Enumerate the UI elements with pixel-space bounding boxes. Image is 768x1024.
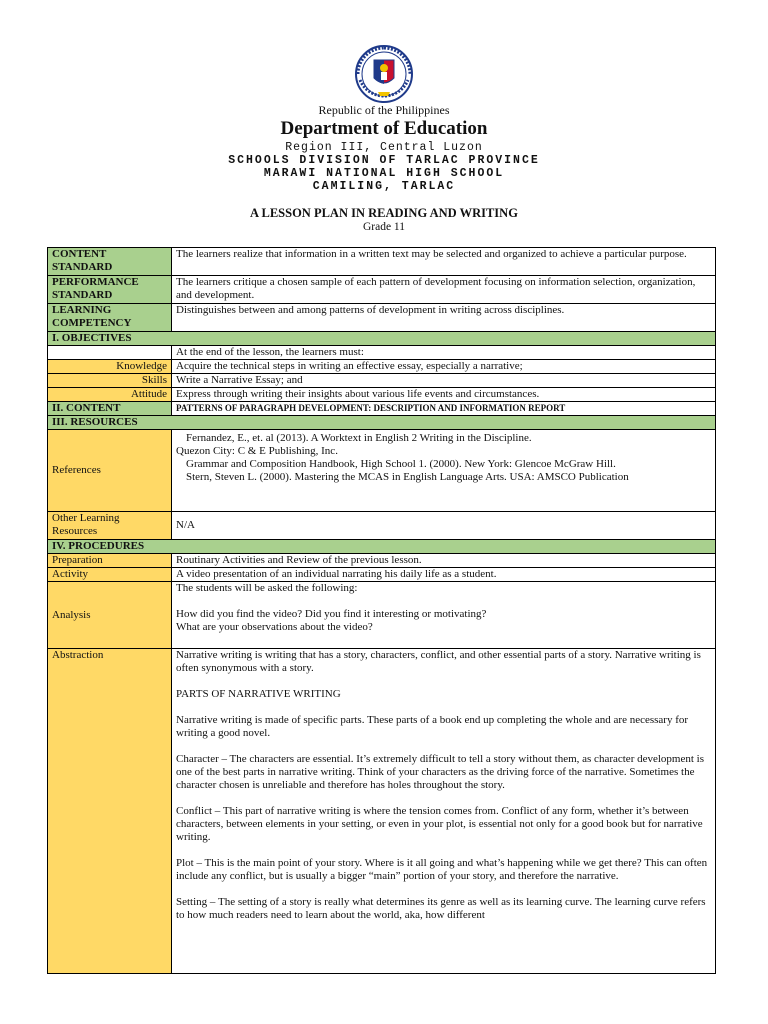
objectives-header: I. OBJECTIVES (48, 332, 716, 346)
other-resources-label: Other Learning Resources (48, 512, 172, 540)
abstraction-paragraph: Narrative writing is made of specific parts. These parts of a book end up completing the whole and are necessary for writing a good novel. (176, 714, 689, 739)
other-resources-text: N/A (172, 512, 716, 540)
attitude-label: Attitude (48, 388, 172, 402)
lesson-plan-title: A LESSON PLAN IN READING AND WRITING (250, 206, 518, 220)
preparation-label: Preparation (48, 554, 172, 568)
resources-section-row (48, 416, 716, 430)
abstraction-body (176, 649, 711, 972)
content-standard-row (48, 248, 716, 276)
analysis-row (48, 582, 716, 649)
objectives-intro: At the end of the lesson, the learners must: (172, 346, 716, 360)
learning-competency-row (48, 304, 716, 332)
skills-text: Write a Narrative Essay; and (172, 374, 716, 388)
objectives-section-row (48, 332, 716, 346)
skills-row (48, 374, 716, 388)
abstraction-row (48, 649, 716, 974)
knowledge-text: Acquire the technical steps in writing an effective essay, especially a narrative; (172, 360, 716, 374)
references-label: References (48, 430, 172, 512)
objectives-intro-row (48, 346, 716, 360)
abstraction-label: Abstraction (48, 649, 172, 974)
school-line: MARAWI NATIONAL HIGH SCHOOL (263, 167, 505, 180)
analysis-line: What are your observations about the video? (176, 621, 373, 633)
references-row (48, 430, 716, 512)
department-title: Department of Education (280, 118, 488, 139)
performance-standard-row (48, 276, 716, 304)
procedures-header: IV. PROCEDURES (48, 540, 716, 554)
abstraction-paragraph: Conflict – This part of narrative writing is where the tension comes from. Conflict of any form, whether it’s between characters, between elements in your setting, or even in your plot, is essential not only for a good book but for narrative writing. (176, 805, 703, 843)
procedures-section-row (48, 540, 716, 554)
republic-line: Republic of the Philippines (318, 103, 450, 117)
content-standard-label: CONTENT STANDARD (48, 248, 172, 276)
activity-text: A video presentation of an individual narrating his daily life as a student. (172, 568, 716, 582)
resources-header: III. RESOURCES (48, 416, 716, 430)
preparation-text: Routinary Activities and Review of the previous lesson. (172, 554, 716, 568)
analysis-line: The students will be asked the following: (176, 582, 358, 594)
location-line: CAMILING, TARLAC (312, 180, 456, 193)
content-header: II. CONTENT (48, 402, 172, 416)
deped-seal-logo (344, 44, 424, 104)
learning-competency-text: Distinguishes between and among patterns of development in writing across disciplines. (172, 304, 716, 332)
activity-label: Activity (48, 568, 172, 582)
content-standard-text: The learners realize that information in a written text may be selected and organized to achieve a particular purpose. (172, 248, 716, 276)
activity-row (48, 568, 716, 582)
abstraction-paragraph: Plot – This is the main point of your story. Where is it all going and what’s happening while we get there? This can often include any conflict, but is usually a bigger “main” portion of your story, and therefore the narrative. (176, 857, 708, 882)
reference-item: Quezon City: C & E Publishing, Inc. (176, 445, 338, 457)
abstraction-paragraph: Setting – The setting of a story is really what determines its genre as well as its learning curve. The learning curve refers to how much readers need to learn about the world, aka, how different (176, 896, 706, 921)
skills-label: Skills (48, 374, 172, 388)
content-topic: PATTERNS OF PARAGRAPH DEVELOPMENT: DESCRIPTION AND INFORMATION REPORT (172, 402, 716, 416)
analysis-text (172, 582, 716, 649)
reference-item: Fernandez, E., et. al (2013). A Worktext in English 2 Writing in the Discipline. (186, 432, 532, 444)
abstraction-heading: PARTS OF NARRATIVE WRITING (176, 688, 341, 700)
preparation-row (48, 554, 716, 568)
content-row (48, 402, 716, 416)
knowledge-row (48, 360, 716, 374)
abstraction-paragraph: Narrative writing is writing that has a story, characters, conflict, and other essential parts of a story. Narrative writing is often synonymous with a story. (176, 649, 701, 674)
other-resources-row (48, 512, 716, 540)
attitude-row (48, 388, 716, 402)
abstraction-paragraph: Character – The characters are essential. It’s extremely difficult to tell a story without them, as character development is one of the best parts in narrative writing. Think of your characters as the driving force of the narrative. Sometimes the character chosen is unreliable and therefore has holes throughout the story. (176, 753, 705, 791)
performance-standard-label: PERFORMANCE STANDARD (48, 276, 172, 304)
performance-standard-text: The learners critique a chosen sample of each pattern of development focusing on information selection, organization, and development. (172, 276, 716, 304)
attitude-text: Express through writing their insights about various life events and circumstances. (172, 388, 716, 402)
reference-item: Grammar and Composition Handbook, High School 1. (2000). New York: Glencoe McGraw Hill. (186, 458, 616, 470)
empty-label-cell (48, 346, 172, 360)
learning-competency-label: LEARNING COMPETENCY (48, 304, 172, 332)
analysis-line: How did you find the video? Did you find it interesting or motivating? (176, 608, 487, 620)
region-line: Region III, Central Luzon (285, 141, 483, 154)
analysis-label: Analysis (48, 582, 172, 649)
lesson-plan-table (47, 247, 716, 974)
knowledge-label: Knowledge (48, 360, 172, 374)
reference-item: Stern, Steven L. (2000). Mastering the MCAS in English Language Arts. USA: AMSCO Publication (186, 471, 629, 483)
grade-level: Grade 11 (362, 221, 406, 233)
division-line: SCHOOLS DIVISION OF TARLAC PROVINCE (228, 154, 540, 167)
references-list (172, 430, 716, 512)
abstraction-text (172, 649, 716, 974)
